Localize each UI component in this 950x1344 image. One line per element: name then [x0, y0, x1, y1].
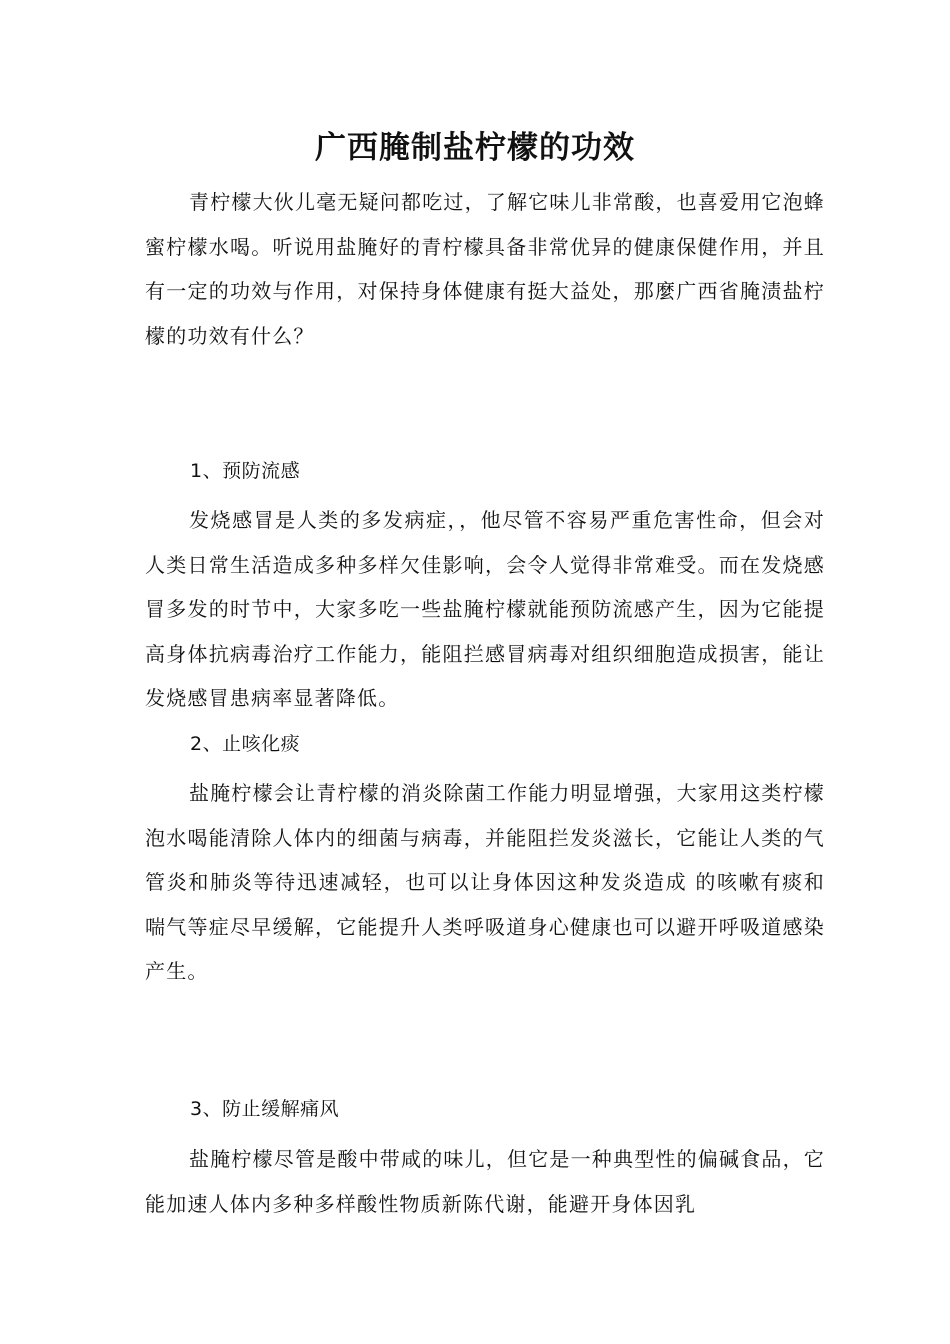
- section-body-3: 盐腌柠檬尽管是酸中带咸的味儿，但它是一种典型性的偏碱食品，它能加速人体内多种多样酸性物质新陈代谢，能避开身体因乳: [145, 1147, 825, 1216]
- document-title: 广西腌制盐柠檬的功效: [315, 130, 635, 166]
- section-heading-1: 1、预防流感: [190, 460, 301, 482]
- section-heading-3: 3、防止缓解痛风: [190, 1098, 340, 1120]
- section-heading-2: 2、止咳化痰: [190, 733, 301, 755]
- section-body-1: 发烧感冒是人类的多发病症，，他尽管不容易严重危害性命，但会对人类日常生活造成多种多样欠佳影响，会令人觉得非常难受。而在发烧感冒多发的时节中，大家多吃一些盐腌柠檬就能预防流感产生，因为它能提高身体抗病毒治疗工作能力，能阻拦感冒病毒对组织细胞造成损害，能让发烧感冒患病率显著降低。: [145, 508, 825, 710]
- intro-paragraph: 青柠檬大伙儿毫无疑问都吃过，了解它味儿非常酸，也喜爱用它泡蜂蜜柠檬水喝。听说用盐腌好的青柠檬具备非常优异的健康保健作用，并且有一定的功效与作用，对保持身体健康有挺大益处，那麼广西省腌渍盐柠檬的功效有什么？: [145, 190, 825, 348]
- section-body-2: 盐腌柠檬会让青柠檬的消炎除菌工作能力明显增强，大家用这类柠檬泡水喝能清除人体内的细菌与病毒，并能阻拦发炎滋长，它能让人类的气管炎和肺炎等待迅速减轻，也可以让身体因这种发炎造成 的咳嗽有痰和喘气等症尽早缓解，它能提升人类呼吸道身心健康也可以避开呼吸道感染产生。: [145, 781, 825, 983]
